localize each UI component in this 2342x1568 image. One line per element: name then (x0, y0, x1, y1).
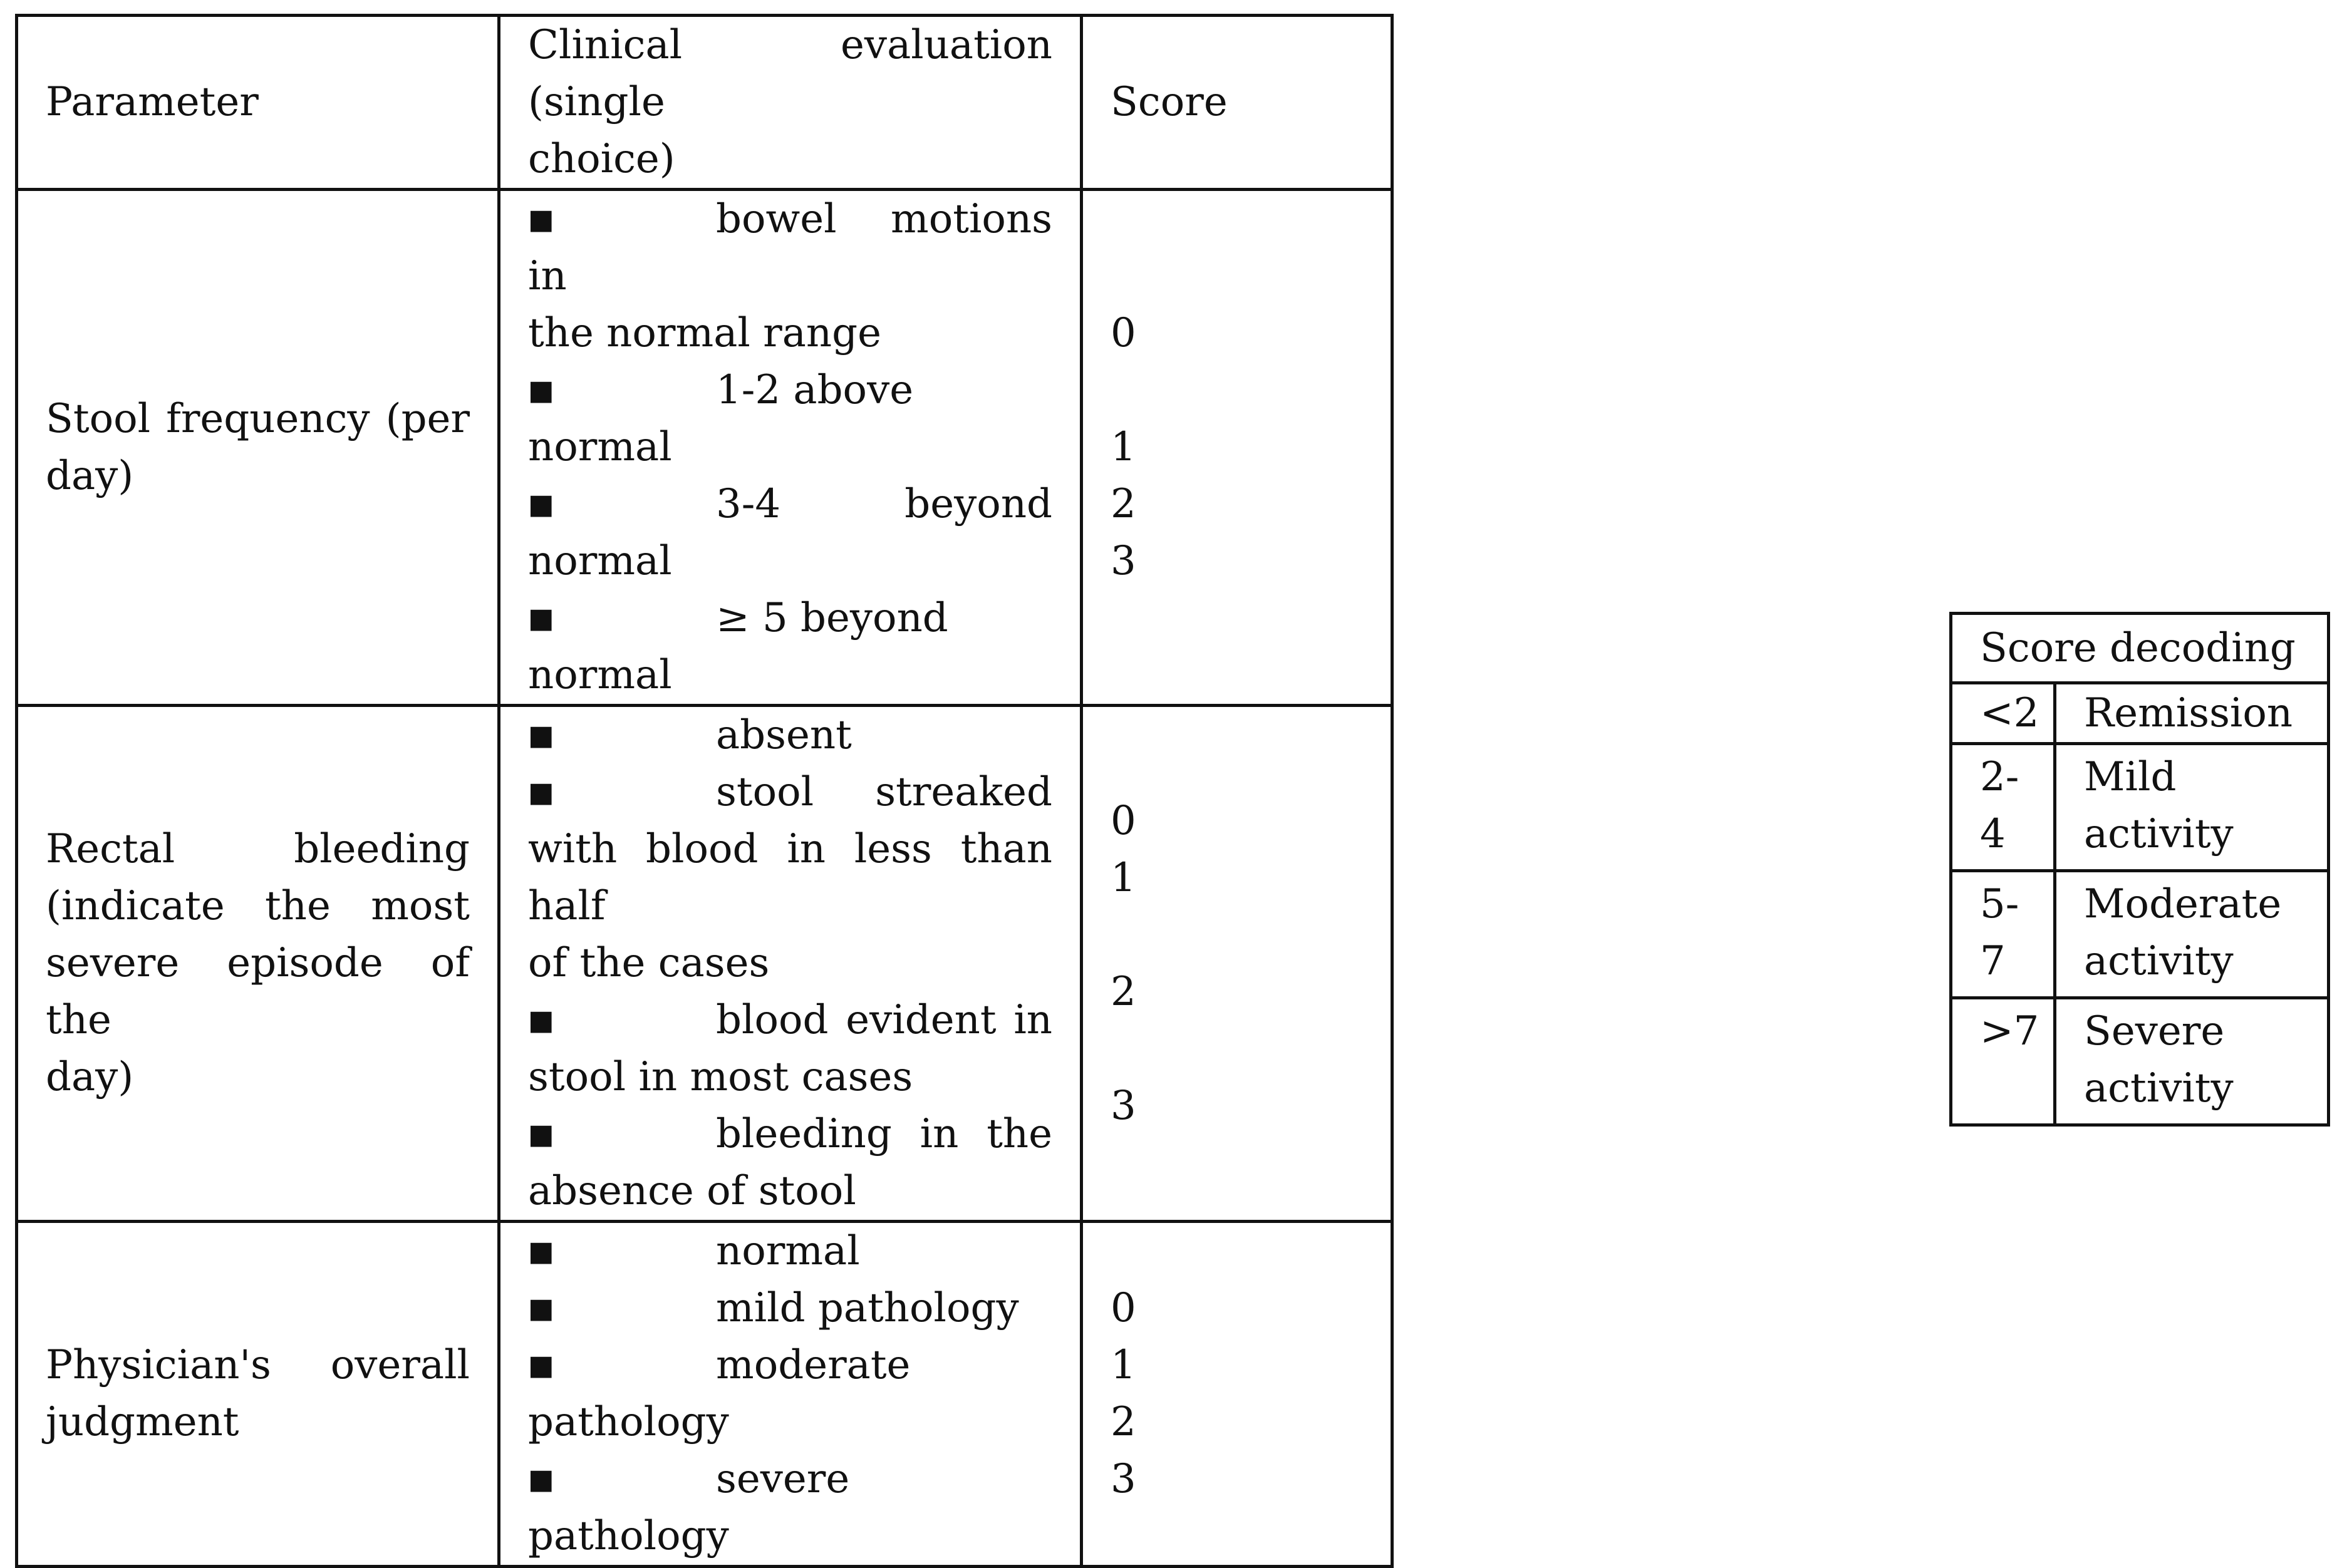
bullet-icon: ■ (528, 720, 554, 751)
option-text: bleeding in the (716, 1111, 1052, 1157)
decoding-label (2055, 744, 2329, 871)
bullet-icon: ■ (528, 1004, 554, 1036)
option-item (528, 476, 1052, 590)
decoding-header-row (1951, 614, 2329, 683)
score-value: 1 (1111, 854, 1136, 901)
option-text: bowel motions in (528, 196, 1052, 299)
bullet-icon: ■ (528, 776, 554, 808)
score-value: 3 (1111, 538, 1136, 584)
score-value: 0 (1111, 797, 1136, 844)
bullet-icon: ■ (528, 1235, 554, 1267)
decoding-range (1951, 871, 2055, 998)
label-text: activity (2084, 938, 2234, 984)
bullet-icon: ■ (528, 204, 554, 235)
score-value: 2 (1111, 968, 1136, 1015)
option-text: severe pathology (528, 1456, 850, 1559)
bullet-icon: ■ (528, 488, 554, 520)
header-clinical-line-2: choice) (528, 136, 675, 182)
range-text: 2- (1980, 754, 2019, 800)
option-item (528, 362, 1052, 476)
option-item (528, 764, 1052, 992)
option-text: normal (716, 1228, 860, 1274)
score-value: 0 (1111, 1285, 1136, 1331)
table-row (17, 706, 1392, 1222)
bullet-icon: ■ (528, 602, 554, 634)
score-cell (1082, 1222, 1392, 1567)
bullet-icon: ■ (528, 374, 554, 406)
option-item (528, 590, 1052, 704)
header-clinical-evaluation (499, 16, 1082, 190)
option-text: ≥ 5 beyond normal (528, 595, 948, 698)
option-item (528, 1106, 1052, 1220)
scoring-table (15, 14, 1394, 1568)
header-score (1082, 16, 1392, 190)
table-row (17, 1222, 1392, 1567)
bullet-icon: ■ (528, 1118, 554, 1150)
option-item (528, 1280, 1052, 1337)
option-text: with blood in less than half (528, 826, 1052, 929)
option-item (528, 1223, 1052, 1280)
option-item (528, 1337, 1052, 1451)
score-value: 0 (1111, 310, 1136, 356)
parameter-line: (indicate the most (46, 883, 470, 929)
option-text: blood evident in (716, 997, 1052, 1043)
decoding-row (1951, 744, 2329, 871)
header-clinical-line-1: Clinical evaluation (single (528, 22, 1052, 125)
decoding-range (1951, 744, 2055, 871)
score-value: 2 (1111, 1399, 1136, 1445)
parameter-line: Rectal bleeding (46, 826, 470, 872)
header-score-text: Score (1111, 79, 1228, 125)
decoding-row (1951, 871, 2329, 998)
option-text: absent (716, 712, 852, 758)
parameter-line: severe episode of the (46, 940, 470, 1043)
header-parameter (17, 16, 499, 190)
score-value: 3 (1111, 1082, 1136, 1129)
label-text: activity (2084, 811, 2234, 857)
clinical-evaluation-cell (499, 706, 1082, 1222)
parameter-line: Stool frequency (per (46, 395, 470, 442)
option-text: normal (528, 538, 672, 584)
bullet-icon: ■ (528, 1463, 554, 1495)
option-text: absence of stool (528, 1168, 856, 1214)
option-text: pathology (528, 1399, 729, 1445)
range-text: 4 (1980, 811, 2006, 857)
score-cell (1082, 190, 1392, 706)
range-text: 5- (1980, 881, 2019, 927)
parameter-cell (17, 706, 499, 1222)
parameter-cell (17, 190, 499, 706)
option-text: moderate (716, 1342, 911, 1388)
clinical-evaluation-cell (499, 190, 1082, 706)
decoding-range (1951, 998, 2055, 1125)
score-value: 2 (1111, 481, 1136, 527)
score-value: 1 (1111, 1342, 1136, 1388)
parameter-cell (17, 1222, 499, 1567)
decoding-label (2055, 998, 2329, 1125)
parameter-line: day) (46, 452, 134, 499)
header-parameter-text: Parameter (46, 79, 259, 125)
decoding-row (1951, 683, 2329, 744)
option-text: stool in most cases (528, 1054, 913, 1100)
range-text: 7 (1980, 938, 2006, 984)
option-text: stool streaked (716, 769, 1052, 815)
decoding-label (2055, 871, 2329, 998)
decoding-row (1951, 998, 2329, 1125)
option-text: the normal range (528, 310, 881, 356)
clinical-evaluation-cell (499, 1222, 1082, 1567)
option-item (528, 707, 1052, 764)
option-text: 1-2 above normal (528, 367, 914, 470)
label-text: Severe (2084, 1008, 2225, 1055)
score-value: 3 (1111, 1456, 1136, 1502)
score-cell (1082, 706, 1392, 1222)
bullet-icon: ■ (528, 1349, 554, 1381)
decoding-range (1951, 683, 2055, 744)
option-text: 3-4 beyond (716, 481, 1052, 527)
range-text: >7 (1980, 1008, 2039, 1055)
range-text: <2 (1980, 689, 2039, 736)
parameter-line: Physician's overall (46, 1342, 470, 1388)
option-text: mild pathology (716, 1285, 1019, 1331)
option-item (528, 992, 1052, 1106)
header-row (17, 16, 1392, 190)
label-text: Remission (2084, 689, 2293, 736)
decoding-title (1951, 614, 2329, 683)
parameter-line: judgment (46, 1399, 239, 1445)
label-text: Moderate (2084, 881, 2282, 927)
option-item (528, 191, 1052, 362)
option-text: of the cases (528, 940, 770, 986)
score-value: 1 (1111, 424, 1136, 470)
option-item (528, 1451, 1052, 1565)
parameter-line: day) (46, 1054, 134, 1100)
label-text: activity (2084, 1065, 2234, 1112)
label-text: Mild (2084, 754, 2177, 800)
decoding-title-text: Score decoding (1980, 624, 2296, 671)
bullet-icon: ■ (528, 1292, 554, 1324)
score-decoding-table (1949, 612, 2330, 1127)
decoding-label (2055, 683, 2329, 744)
table-row (17, 190, 1392, 706)
